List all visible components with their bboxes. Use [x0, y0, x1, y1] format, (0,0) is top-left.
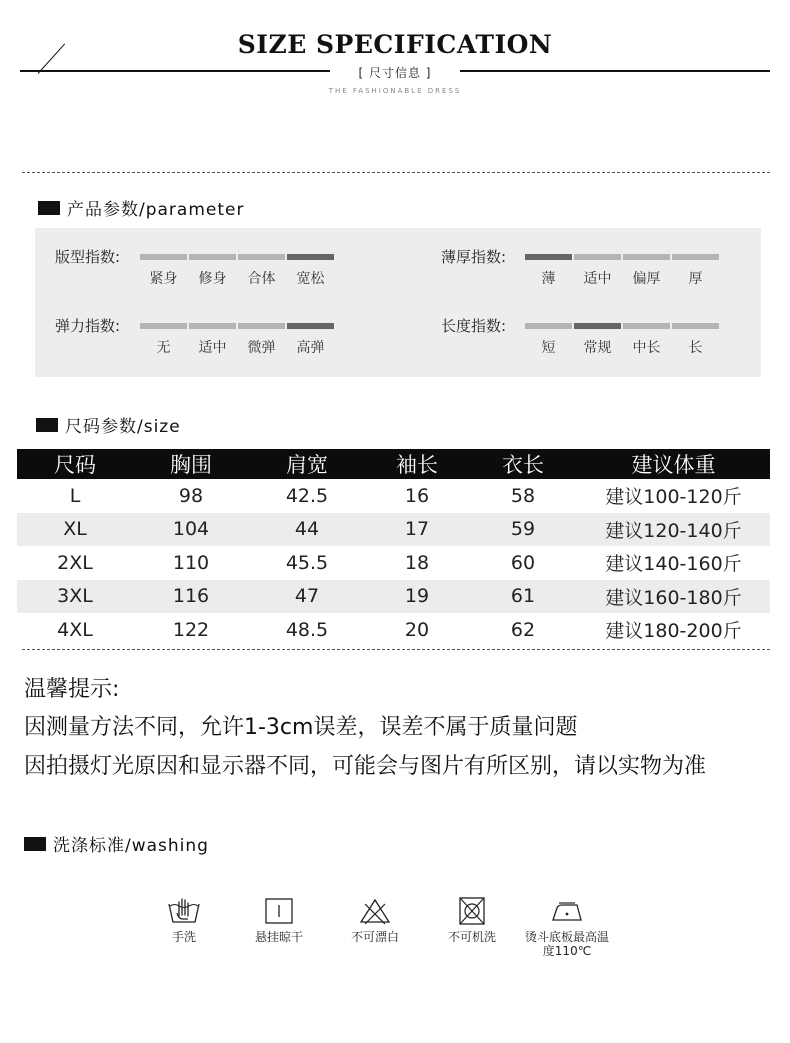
- table-row: [17, 513, 770, 547]
- param-bars: [140, 254, 334, 260]
- table-cell: 42.5: [285, 484, 329, 507]
- table-cell: 4XL: [57, 618, 93, 641]
- param-bar-selected: [525, 254, 572, 260]
- param-option: 长: [688, 340, 703, 356]
- no-bleach-icon: [357, 896, 393, 926]
- column-header: 尺码: [54, 453, 96, 477]
- wash-label: 不可机洗: [447, 930, 496, 944]
- parameter-panel: [35, 228, 761, 377]
- param-label: 弹力指数:: [55, 317, 121, 335]
- param-bar: [238, 323, 285, 329]
- table-cell: 45.5: [285, 551, 329, 574]
- table-header: [17, 449, 770, 479]
- param-bar: [140, 323, 187, 329]
- table-cell: XL: [63, 518, 87, 541]
- square-bullet-icon: [38, 201, 60, 215]
- table-cell: 61: [510, 585, 536, 608]
- param-bars: [140, 323, 334, 329]
- param-bar: [238, 254, 285, 260]
- param-bar: [189, 323, 236, 329]
- table-cell: 62: [510, 618, 536, 641]
- column-header: 胸围: [170, 453, 212, 477]
- parameter-heading-text: 产品参数/parameter: [67, 200, 245, 220]
- param-label: 长度指数:: [441, 317, 507, 335]
- table-cell: 建议180-200斤: [605, 620, 742, 643]
- table-cell: 110: [172, 551, 210, 574]
- param-option: 紧身: [149, 271, 178, 287]
- wash-label: 悬挂晾干: [254, 930, 303, 944]
- table-cell: 2XL: [57, 551, 93, 574]
- page-subtitle: [ 尺寸信息 ]: [358, 66, 432, 80]
- param-option: 厚: [688, 271, 703, 287]
- table-row: [17, 580, 770, 614]
- param-bar: [623, 254, 670, 260]
- param-bar-selected: [287, 323, 334, 329]
- table-cell: 58: [510, 484, 536, 507]
- table-cell: 20: [404, 618, 430, 641]
- table-cell: 98: [178, 484, 204, 507]
- wash-label: 手洗: [171, 930, 196, 944]
- wash-item-hand-wash: [139, 896, 229, 944]
- table-cell: 建议120-140斤: [605, 519, 742, 542]
- square-bullet-icon: [36, 418, 58, 432]
- param-option: 宽松: [296, 271, 325, 287]
- param-option: 合体: [247, 271, 276, 287]
- param-options: [525, 337, 719, 357]
- param-option: 适中: [198, 340, 227, 356]
- wash-item-hang-dry: [234, 896, 324, 944]
- param-bars: [525, 254, 719, 260]
- param-bar: [189, 254, 236, 260]
- washing-heading: [24, 831, 209, 856]
- table-cell: 18: [404, 551, 430, 574]
- table-cell: 19: [404, 585, 430, 608]
- param-bar: [525, 323, 572, 329]
- table-cell: 建议160-180斤: [605, 586, 742, 609]
- wash-label: 烫斗底板最高温度110℃: [524, 930, 609, 958]
- column-header: 袖长: [396, 453, 438, 477]
- param-option: 常规: [583, 340, 612, 356]
- param-option: 薄: [541, 271, 556, 287]
- table-cell: 122: [172, 618, 210, 641]
- table-row: [17, 546, 770, 580]
- section-divider: [22, 649, 770, 650]
- param-bar-selected: [287, 254, 334, 260]
- table-cell: 60: [510, 551, 536, 574]
- page-title: SIZE SPECIFICATION: [237, 30, 553, 59]
- wash-item-no-machine-wash: [427, 896, 517, 944]
- hang-dry-icon: [261, 896, 297, 926]
- size-heading: [36, 412, 181, 437]
- param-label: 薄厚指数:: [441, 248, 507, 266]
- param-options: [140, 268, 334, 288]
- notes-line: 因测量方法不同，允许1-3cm误差，误差不属于质量问题: [24, 715, 578, 740]
- parameter-heading: [38, 195, 244, 220]
- param-option: 修身: [198, 271, 227, 287]
- param-option: 高弹: [296, 340, 325, 356]
- size-table: [17, 449, 770, 647]
- notes-line: 因拍摄灯光原因和显示器不同，可能会与图片有所区别，请以实物为准: [24, 754, 707, 779]
- table-cell: 116: [172, 585, 210, 608]
- size-heading-text: 尺码参数/size: [65, 417, 181, 437]
- param-bar: [672, 254, 719, 260]
- notes-heading: 温馨提示:: [24, 677, 120, 702]
- table-cell: 44: [294, 518, 320, 541]
- param-label: 版型指数:: [55, 248, 121, 266]
- column-header: 建议体重: [631, 453, 716, 477]
- washing-heading-text: 洗涤标准/washing: [53, 836, 209, 856]
- table-cell: 3XL: [57, 585, 93, 608]
- param-bar: [140, 254, 187, 260]
- table-cell: 建议140-160斤: [605, 553, 742, 576]
- table-cell: 59: [510, 518, 536, 541]
- wash-label: 不可漂白: [350, 930, 399, 944]
- page-tagline: THE FASHIONABLE DRESS: [328, 87, 462, 95]
- param-bar: [574, 254, 621, 260]
- table-cell: 17: [404, 518, 430, 541]
- param-bar-selected: [574, 323, 621, 329]
- table-cell: 47: [294, 585, 320, 608]
- wash-item-no-bleach: [330, 896, 420, 944]
- table-row: [17, 613, 770, 647]
- param-option: 中长: [632, 340, 661, 356]
- param-option: 偏厚: [632, 271, 661, 287]
- table-cell: 16: [404, 484, 430, 507]
- wash-item-iron: [522, 896, 612, 958]
- param-option: 微弹: [247, 340, 276, 356]
- table-row: [17, 479, 770, 513]
- section-divider: [22, 172, 770, 173]
- param-options: [525, 268, 719, 288]
- param-option: 适中: [583, 271, 612, 287]
- square-bullet-icon: [24, 837, 46, 851]
- iron-icon: [547, 896, 587, 926]
- param-option: 无: [156, 340, 171, 356]
- table-cell: 48.5: [285, 618, 329, 641]
- param-bar: [672, 323, 719, 329]
- no-machine-wash-icon: [454, 896, 490, 926]
- param-bars: [525, 323, 719, 329]
- hand-wash-icon: [166, 896, 202, 926]
- param-option: 短: [541, 340, 556, 356]
- param-options: [140, 337, 334, 357]
- table-cell: 建议100-120斤: [605, 486, 742, 509]
- column-header: 肩宽: [286, 453, 328, 477]
- table-cell: 104: [172, 518, 210, 541]
- column-header: 衣长: [502, 453, 544, 477]
- param-bar: [623, 323, 670, 329]
- table-cell: L: [69, 484, 81, 507]
